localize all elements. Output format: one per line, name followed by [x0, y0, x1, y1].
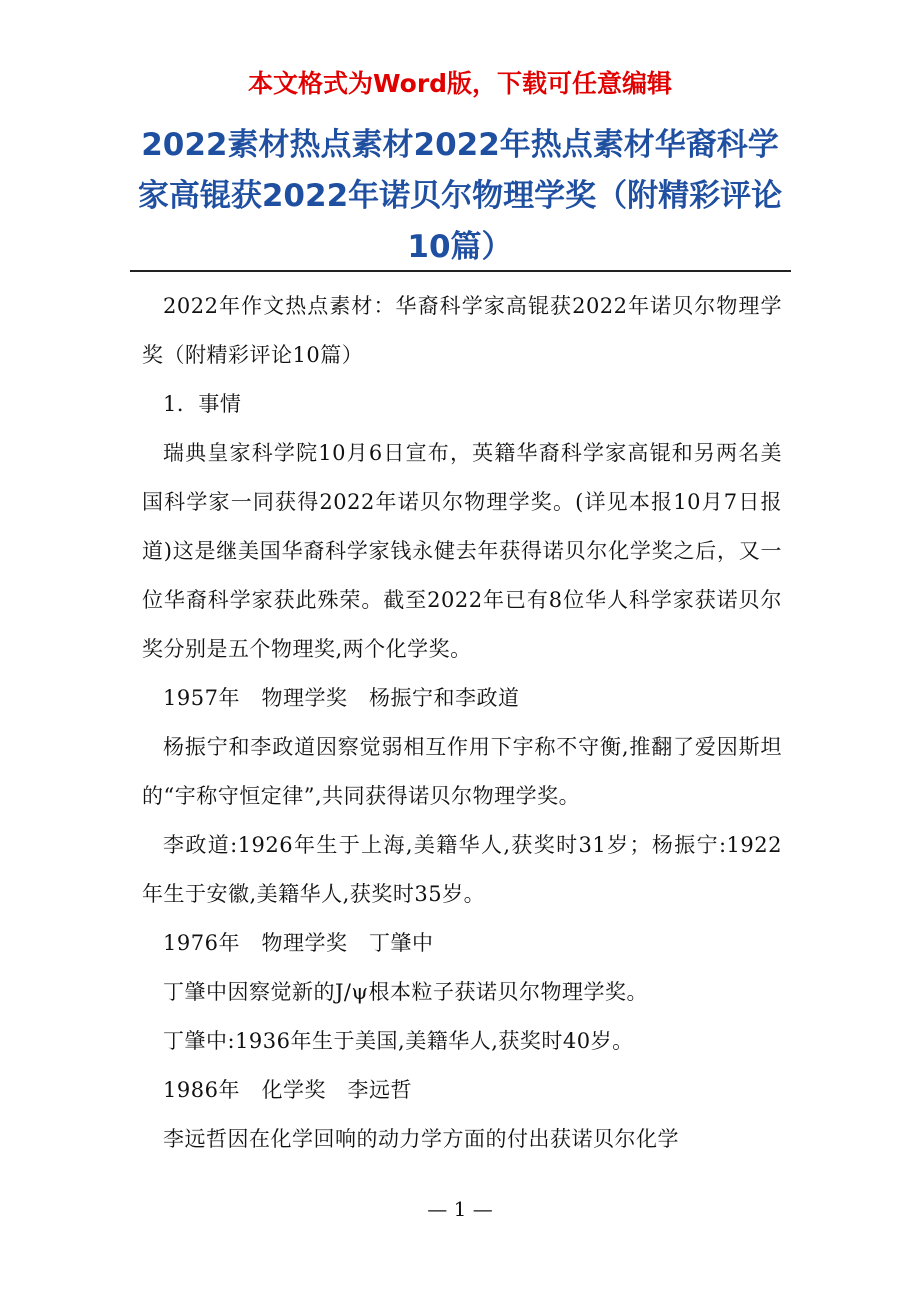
format-notice: 本文格式为Word版，下载可任意编辑 [247, 69, 673, 98]
document-body [142, 282, 782, 1164]
title-divider [130, 270, 791, 272]
section-heading-event: 1．事情 [163, 392, 242, 416]
intro-paragraph: 2022年作文热点素材：华裔科学家高锟获2022年诺贝尔物理学奖（附精彩评论10篇） [142, 294, 782, 367]
award-reason-1957: 杨振宁和李政道因察觉弱相互作用下宇称不守衡,推翻了爱因斯坦的“宇称守恒定律”,共同获得诺贝尔物理学奖。 [142, 735, 782, 808]
award-entry-1976: 1976年 物理学奖 丁肇中 [163, 931, 434, 955]
award-entry-1957: 1957年 物理学奖 杨振宁和李政道 [163, 686, 520, 710]
document-title: 2022素材热点素材2022年热点素材华裔科学家高锟获2022年诺贝尔物理学奖（附精彩评论10篇） [137, 127, 783, 265]
award-reason-1986: 李远哲因在化学回响的动力学方面的付出获诺贝尔化学 [163, 1127, 679, 1151]
laureate-bio-1976: 丁肇中:1936年生于美国,美籍华人,获奖时40岁。 [163, 1029, 634, 1053]
page-number: — 1 — [427, 1197, 493, 1221]
laureate-bio-1957: 李政道:1926年生于上海,美籍华人,获奖时31岁；杨振宁:1922年生于安徽,美籍华人,获奖时35岁。 [142, 833, 782, 906]
award-entry-1986: 1986年 化学奖 李远哲 [163, 1078, 412, 1102]
award-reason-1976: 丁肇中因察觉新的J/ψ根本粒子获诺贝尔物理学奖。 [163, 980, 648, 1004]
event-paragraph: 瑞典皇家科学院10月6日宣布，英籍华裔科学家高锟和另两名美国科学家一同获得2022年诺贝尔物理学奖。(详见本报10月7日报道)这是继美国华裔科学家钱永健去年获得诺贝尔化学奖之后，又一位华裔科学家获此殊荣。截至2022年已有8位华人科学家获诺贝尔奖分别是五个物理奖,两个化学奖。 [142, 441, 782, 661]
